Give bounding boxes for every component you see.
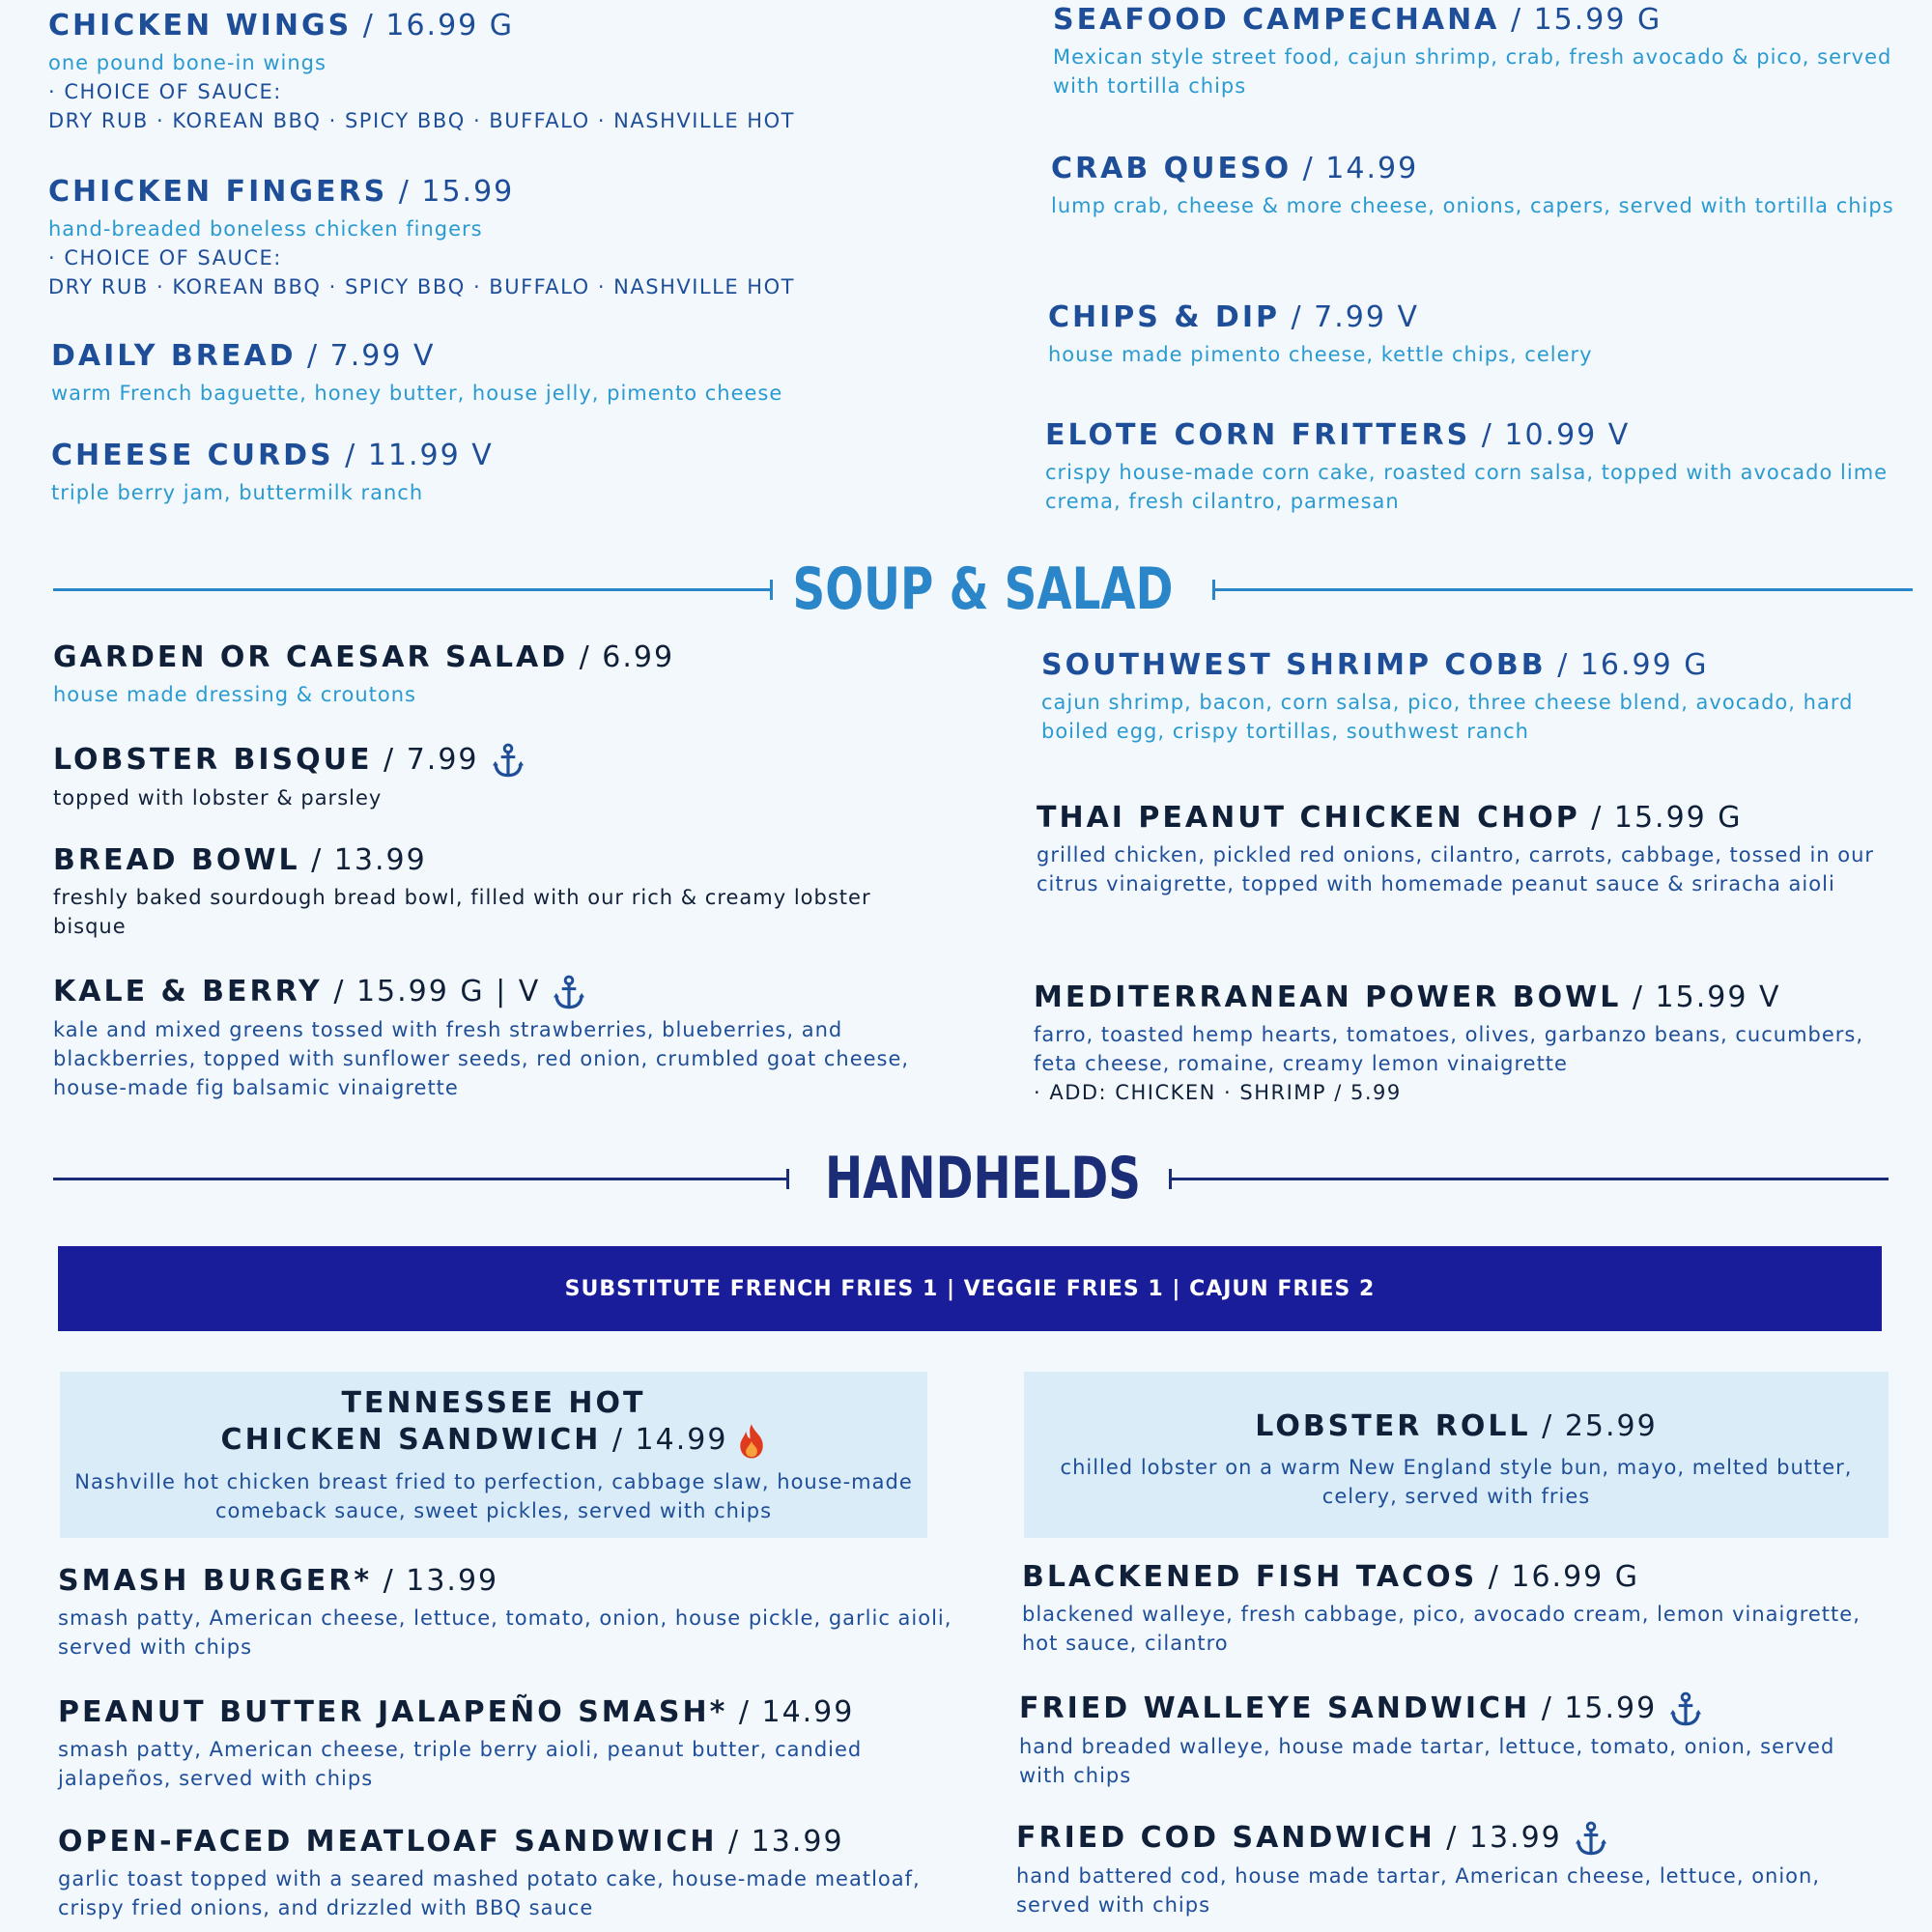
menu-item-bread-bowl (53, 842, 923, 941)
menu-item-lobster-bisque (53, 742, 980, 812)
item-name: CRAB QUESO (1051, 152, 1293, 185)
item-title (1053, 2, 1913, 39)
menu-item-cheese-curds (51, 438, 979, 507)
item-description: cajun shrimp, bacon, corn salsa, pico, three cheese blend, avocado, hard boiled egg, crispy tortillas, southwest ranch (1041, 691, 1854, 743)
menu-item-seafood-campechana (1053, 2, 1913, 100)
item-title (58, 1694, 956, 1731)
item-title (53, 974, 952, 1011)
menu-item-crab-queso (1051, 151, 1911, 220)
item-price: / 7.99 (372, 743, 479, 777)
menu-item-chicken-fingers (48, 174, 976, 301)
anchor-icon (1668, 1691, 1703, 1728)
item-description: smash patty, American cheese, triple berry aioli, peanut butter, candied jalapeños, served with chips (58, 1738, 863, 1790)
item-price: / 7.99 V (296, 339, 436, 373)
item-description: hand battered cod, house made tartar, American cheese, lettuce, onion, served with chips (1016, 1863, 1821, 1917)
featured-item-lobster-roll (1024, 1372, 1889, 1538)
item-price: / 13.99 (299, 843, 427, 877)
menu-item-open-faced-meatloaf-sandwich (58, 1824, 956, 1922)
featured-item-tennessee-hot-chicken (60, 1372, 927, 1538)
item-description: smash patty, American cheese, lettuce, tomato, onion, house pickle, garlic aioli, served with chips (58, 1606, 952, 1659)
item-price: / 15.99 G | V (322, 975, 541, 1009)
item-price: / 7.99 V (1279, 300, 1420, 334)
menu-item-blackened-fish-tacos (1022, 1559, 1891, 1658)
item-name: LOBSTER BISQUE (53, 743, 373, 777)
item-price: / 25.99 (1530, 1409, 1658, 1443)
anchor-icon (491, 743, 526, 780)
divider-line-right (1212, 588, 1913, 591)
menu-item-kale-berry (53, 974, 952, 1102)
menu-item-garden-caesar-salad (53, 639, 980, 709)
item-title (48, 8, 976, 44)
item-price: / 13.99 (1435, 1821, 1562, 1855)
item-title (58, 1563, 956, 1600)
item-price: / 16.99 G (1477, 1560, 1640, 1594)
menu-item-fried-cod-sandwich (1016, 1820, 1895, 1919)
menu-item-thai-peanut-chicken-chop (1037, 800, 1916, 898)
item-title (48, 174, 976, 211)
item-name: PEANUT BUTTER JALAPEÑO SMASH* (58, 1695, 728, 1729)
item-add-on: · ADD: CHICKEN · SHRIMP / 5.99 (1034, 1081, 1402, 1104)
item-title (53, 842, 923, 879)
item-price: / 15.99 G (1499, 3, 1662, 37)
item-price: / 15.99 (387, 175, 515, 209)
item-description: Mexican style street food, cajun shrimp, crab, fresh avocado & pico, served with tortilla chips (1053, 45, 1892, 98)
item-title (53, 742, 980, 780)
item-description: freshly baked sourdough bread bowl, filled with our rich & creamy lobster bisque (53, 886, 871, 938)
item-title (1024, 1408, 1889, 1445)
divider-line-right (1169, 1178, 1889, 1180)
section-title: HANDHELDS (825, 1145, 1141, 1212)
item-name: CHIPS & DIP (1048, 300, 1280, 334)
item-title (1051, 151, 1911, 187)
item-name-line2: CHICKEN SANDWICH (220, 1423, 602, 1457)
item-description: hand breaded walleye, house made tartar, lettuce, tomato, onion, served with chips (1019, 1734, 1835, 1787)
section-header-handhelds (53, 1140, 1913, 1217)
item-name: CHICKEN FINGERS (48, 175, 388, 209)
item-name: FRIED COD SANDWICH (1016, 1821, 1435, 1855)
item-price: / 16.99 G (352, 9, 515, 43)
item-title (1037, 800, 1916, 837)
item-description: house made dressing & croutons (53, 683, 416, 706)
menu-item-southwest-shrimp-cobb (1041, 647, 1911, 746)
menu-item-smash-burger (58, 1563, 956, 1662)
item-description: crispy house-made corn cake, roasted corn salsa, topped with avocado lime crema, fresh cilantro, parmesan (1045, 461, 1889, 513)
item-name: OPEN-FACED MEATLOAF SANDWICH (58, 1825, 718, 1859)
item-description: one pound bone-in wings (48, 51, 327, 74)
sauce-options: DRY RUB · KOREAN BBQ · SPICY BBQ · BUFFALO · NASHVILLE HOT (48, 109, 795, 132)
menu-item-chips-dip (1048, 299, 1908, 369)
menu-item-daily-bread (51, 338, 979, 408)
item-price: / 13.99 (717, 1825, 844, 1859)
section-header-soup-salad (53, 551, 1913, 628)
menu-item-fried-walleye-sandwich (1019, 1690, 1889, 1790)
item-description: chilled lobster on a warm New England style bun, mayo, melted butter, celery, served with fries (1060, 1456, 1853, 1508)
item-price: / 14.99 (1292, 152, 1419, 185)
item-name: FRIED WALLEYE SANDWICH (1019, 1691, 1531, 1725)
section-title: SOUP & SALAD (792, 555, 1174, 623)
menu-item-elote-corn-fritters (1045, 417, 1915, 516)
item-description: garlic toast topped with a seared mashed potato cake, house-made meatloaf, crispy fried onions, and drizzled with BBQ sauce (58, 1867, 921, 1919)
menu-item-chicken-wings (48, 8, 976, 135)
item-price: / 15.99 V (1621, 980, 1781, 1014)
item-title (60, 1422, 927, 1460)
item-name: CHEESE CURDS (51, 439, 334, 472)
fries-substitution-banner: SUBSTITUTE FRENCH FRIES 1 | VEGGIE FRIES 1 | CAJUN FRIES 2 (58, 1246, 1882, 1331)
item-name: THAI PEANUT CHICKEN CHOP (1037, 801, 1580, 835)
item-price: / 15.99 G (1579, 801, 1743, 835)
item-description: hand-breaded boneless chicken fingers (48, 217, 483, 241)
item-price: / 10.99 V (1470, 418, 1631, 452)
item-title (1016, 1820, 1895, 1858)
item-name: CHICKEN WINGS (48, 9, 353, 43)
sauce-label: · CHOICE OF SAUCE: (48, 246, 282, 270)
item-price: / 15.99 (1530, 1691, 1658, 1725)
item-name: GARDEN OR CAESAR SALAD (53, 640, 569, 674)
item-title (1022, 1559, 1891, 1596)
sauce-options: DRY RUB · KOREAN BBQ · SPICY BBQ · BUFFALO · NASHVILLE HOT (48, 275, 795, 298)
item-price: / 16.99 G (1546, 648, 1709, 682)
item-price: / 11.99 V (333, 439, 494, 472)
item-name: DAILY BREAD (51, 339, 297, 373)
item-title (51, 438, 979, 474)
item-description: warm French baguette, honey butter, house jelly, pimento cheese (51, 382, 783, 405)
sauce-label: · CHOICE OF SAUCE: (48, 80, 282, 103)
item-description: lump crab, cheese & more cheese, onions, capers, served with tortilla chips (1051, 194, 1894, 217)
item-description: triple berry jam, buttermilk ranch (51, 481, 424, 504)
item-description: blackened walleye, fresh cabbage, pico, avocado cream, lemon vinaigrette, hot sauce, cilantro (1022, 1603, 1861, 1655)
item-title (53, 639, 980, 676)
item-description: grilled chicken, pickled red onions, cilantro, carrots, cabbage, tossed in our citrus vinaigrette, topped with homemade peanut sauce & sriracha aioli (1037, 843, 1875, 895)
item-name: SOUTHWEST SHRIMP COBB (1041, 648, 1547, 682)
item-price: / 14.99 (601, 1423, 728, 1457)
item-description: kale and mixed greens tossed with fresh strawberries, blueberries, and blackberries, topped with sunflower seeds, red onion, crumbled goat cheese, house-made fig balsamic vinaigrette (53, 1017, 910, 1099)
item-name: SEAFOOD CAMPECHANA (1053, 3, 1500, 37)
item-name: LOBSTER ROLL (1255, 1409, 1531, 1443)
anchor-icon (1574, 1821, 1608, 1858)
item-name: KALE & BERRY (53, 975, 323, 1009)
item-name-line1: TENNESSEE HOT (341, 1386, 646, 1420)
item-description: house made pimento cheese, kettle chips, celery (1048, 343, 1593, 366)
fire-icon (737, 1423, 766, 1460)
item-title (1019, 1690, 1889, 1728)
item-name: ELOTE CORN FRITTERS (1045, 418, 1471, 452)
item-price: / 14.99 (727, 1695, 855, 1729)
item-price: / 13.99 (372, 1564, 499, 1598)
item-name: SMASH BURGER* (58, 1564, 373, 1598)
menu-item-mediterranean-power-bowl (1034, 980, 1903, 1107)
item-price: / 6.99 (568, 640, 675, 674)
item-title (58, 1824, 956, 1861)
item-name: BLACKENED FISH TACOS (1022, 1560, 1478, 1594)
item-title (51, 338, 979, 375)
item-description: farro, toasted hemp hearts, tomatoes, olives, garbanzo beans, cucumbers, feta cheese, romaine, creamy lemon vinaigrette (1034, 1023, 1864, 1075)
item-title (1048, 299, 1908, 336)
item-name: MEDITERRANEAN POWER BOWL (1034, 980, 1622, 1014)
item-title (1045, 417, 1915, 454)
menu-item-peanut-butter-jalapeno-smash (58, 1694, 956, 1793)
item-description: topped with lobster & parsley (53, 785, 383, 810)
item-title (1041, 647, 1911, 684)
item-description: Nashville hot chicken breast fried to perfection, cabbage slaw, house-made comeback sauce, sweet pickles, served with chips (74, 1469, 913, 1522)
item-title (1034, 980, 1903, 1016)
anchor-icon (552, 975, 586, 1011)
item-name: BREAD BOWL (53, 843, 300, 877)
